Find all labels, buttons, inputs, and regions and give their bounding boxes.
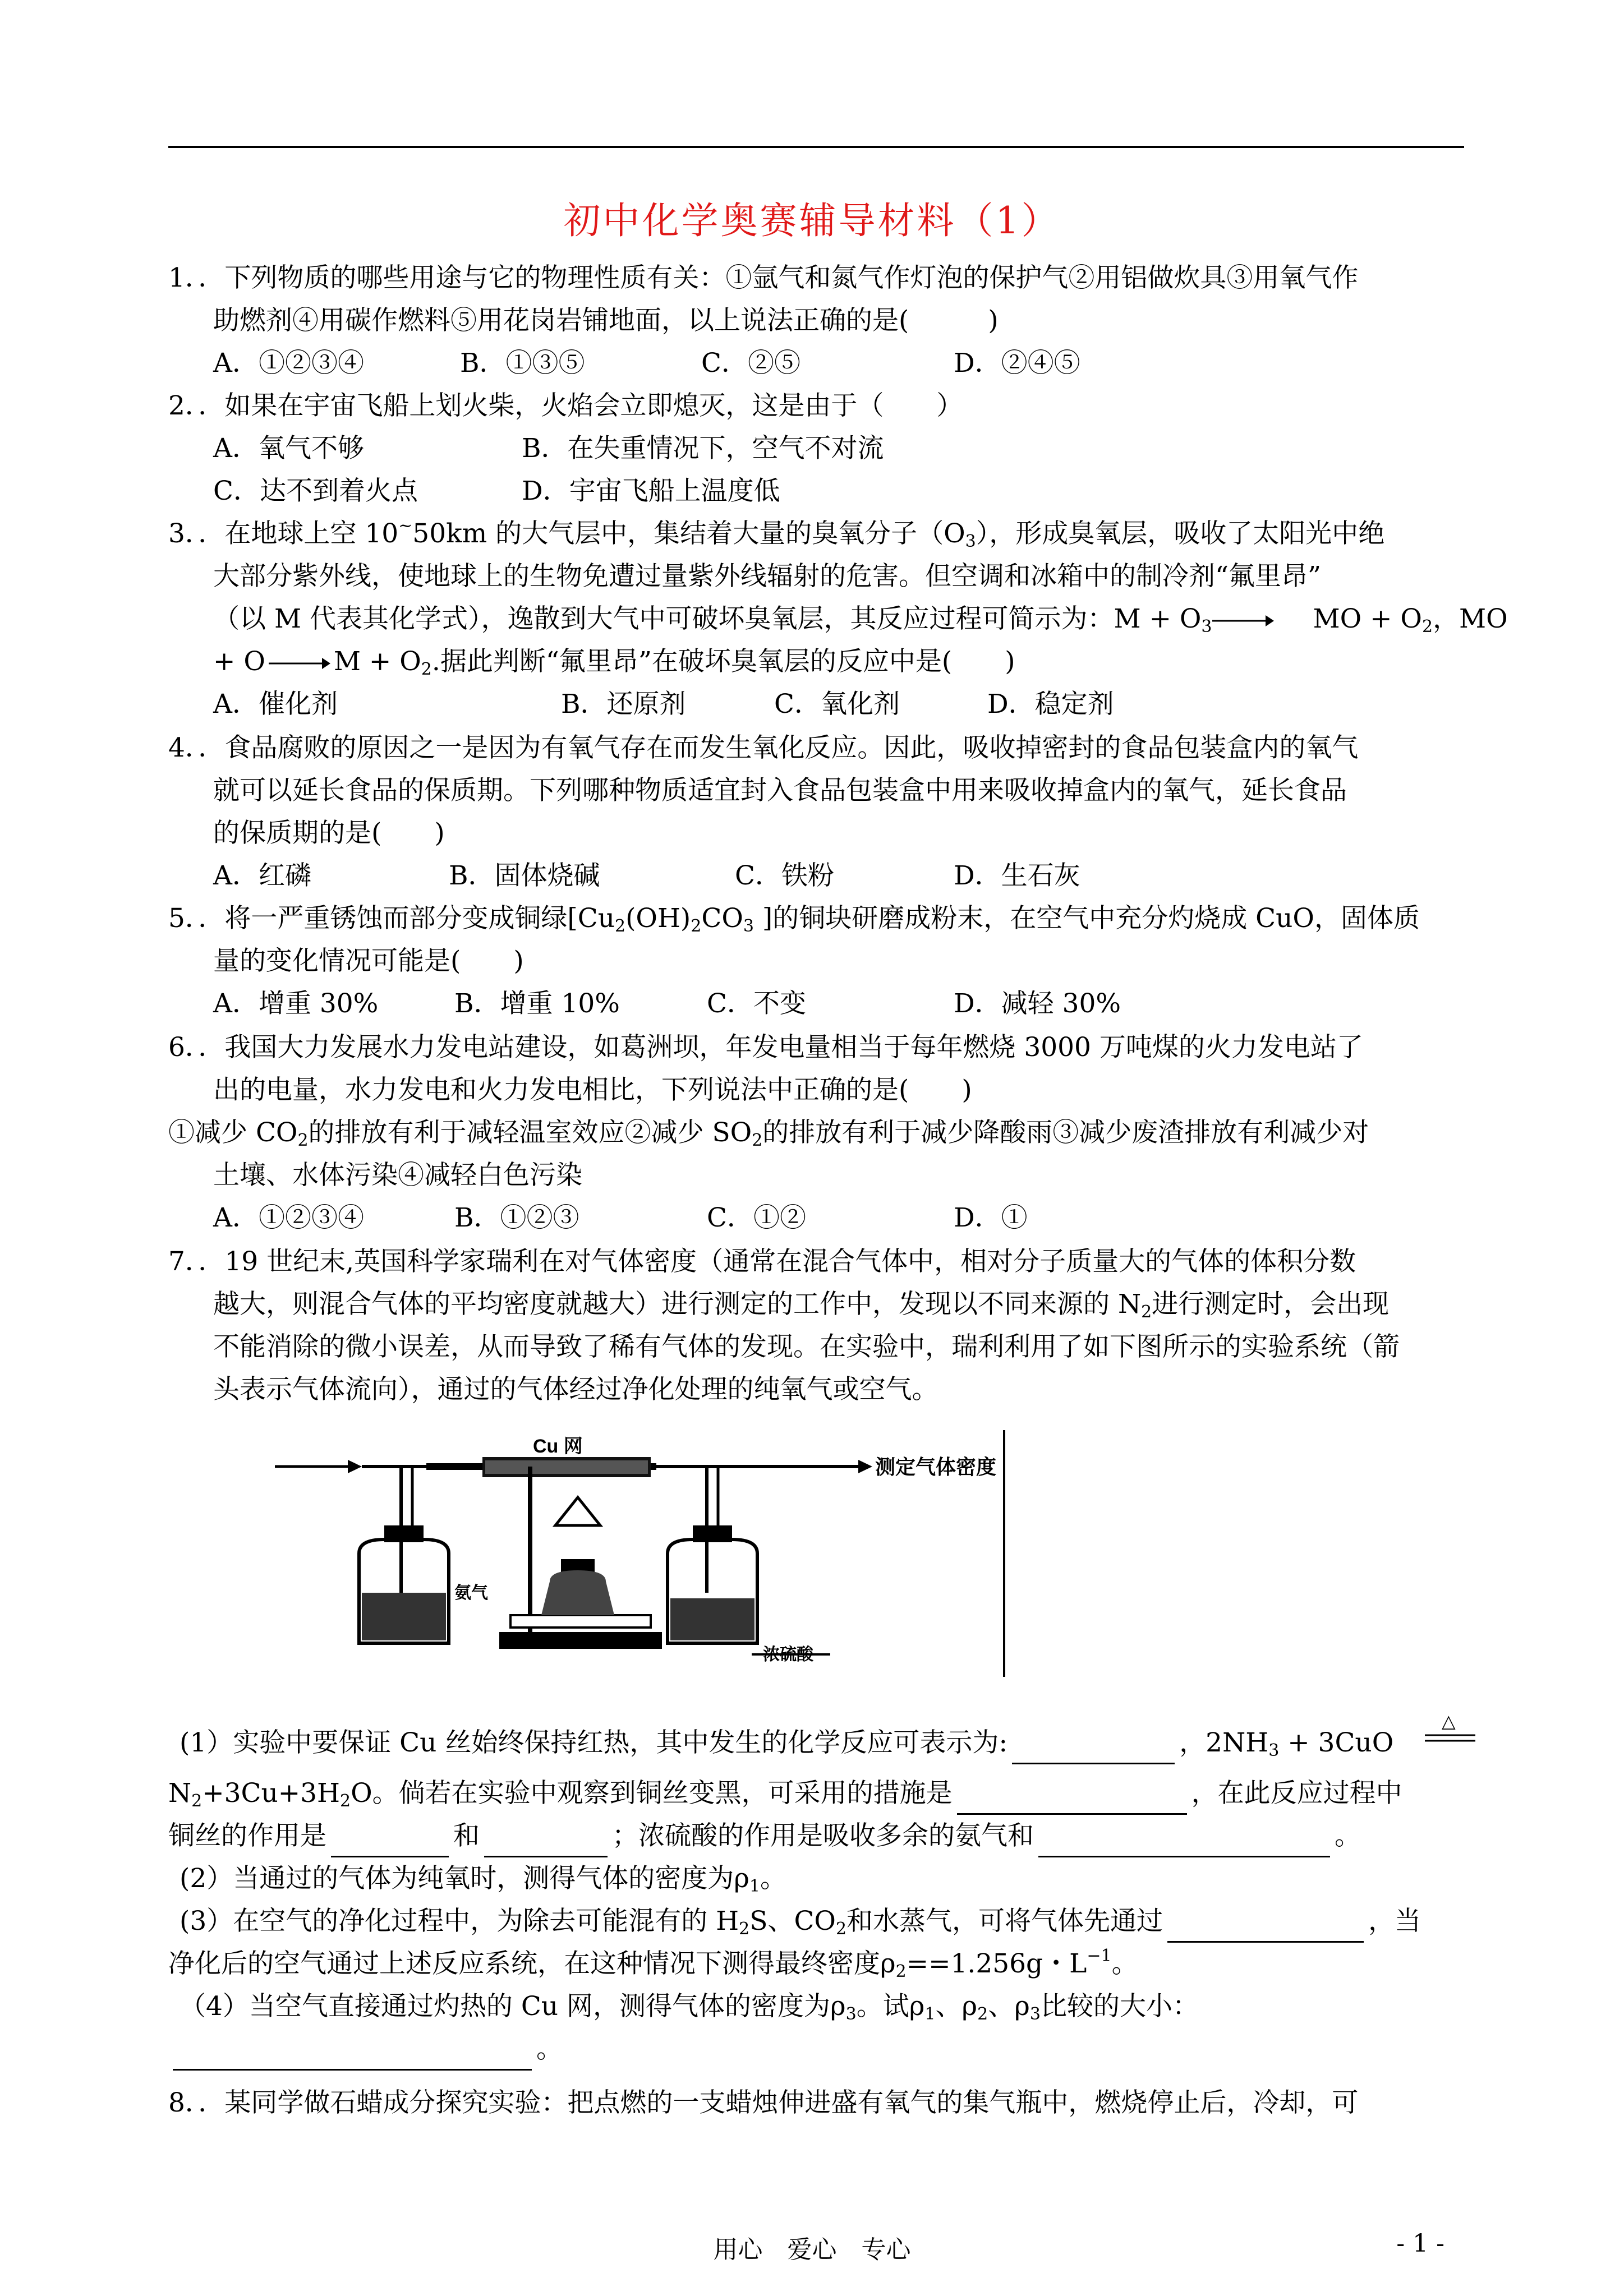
q7-part1-line1: (1）实验中要保证 Cu 丝始终保持红热，其中发生的化学反应可表示为: ，$2NH_3 + 3CuO$ — [180, 1722, 1393, 1764]
q6-line1: 6．．我国大力发展水力发电站建设，如葛洲坝，年发电量相当于每年燃烧 3000 万吨煤的火力发电站了 — [168, 1032, 1363, 1063]
footer-slogan: 用心 爱心 专心 — [713, 2235, 911, 2264]
q4-option-a: A．红磷 — [213, 860, 311, 891]
q6-line2: 出的电量，水力发电和火力发电相比，下列说法中正确的是( ) — [213, 1075, 972, 1105]
q7-part3-line2: 净化后的空气通过上述反应系统，在这种情况下测得最终密度$\rho_2==1.256g$・$L^{-1}$。 — [168, 1946, 1138, 1981]
svg-text:△: △ — [1442, 1711, 1456, 1732]
q7-line3: 不能消除的微小误差，从而导致了稀有气体的发现。在实验中，瑞利利用了如下图所示的实验系统（箭 — [213, 1331, 1400, 1362]
fig-cu-label: Cu 网 — [533, 1436, 583, 1457]
q3-option-a: A．催化剂 — [213, 689, 338, 720]
q6-option-c: C．①② — [707, 1202, 806, 1233]
q7-line1: 7．．19 世纪末,英国科学家瑞利在对气体密度（通常在混合气体中，相对分子质量大的气体的体积分数 — [168, 1246, 1356, 1277]
q6-line3: ①减少 $CO_2$的排放有利于减轻温室效应②减少 $SO_2$的排放有利于减少降酸雨③减少废渣排放有利减少对 — [168, 1117, 1369, 1150]
q1-option-d: D．②④⑤ — [954, 348, 1080, 379]
q7-part4: （4）当空气直接通过灼热的 Cu 网，测得气体的密度为$\rho_3$。试$\rho_1$、$\rho_2$、$\rho_3$比较的大小： — [180, 1991, 1199, 2024]
q5-option-d: D．减轻 30% — [954, 988, 1121, 1019]
q1-line1: 1．．下列物质的哪些用途与它的物理性质有关：①氩气和氮气作灯泡的保护气②用铝做炊具③用氧气作 — [168, 262, 1359, 293]
q7-line4: 头表示气体流向），通过的气体经过净化处理的纯氧气或空气。 — [213, 1374, 938, 1405]
q2-option-a: A．氧气不够 — [213, 433, 364, 464]
reaction-arrow-icon — [269, 655, 330, 672]
header-rule — [168, 146, 1464, 148]
q5-line2: 量的变化情况可能是( ) — [213, 946, 524, 976]
q5-option-b: B．增重 10% — [454, 988, 620, 1019]
q1-option-a: A．①②③④ — [213, 348, 364, 379]
q1-line2: 助燃剂④用碳作燃料⑤用花岗岩铺地面，以上说法正确的是( ) — [213, 305, 999, 336]
q4-option-d: D．生石灰 — [954, 860, 1080, 891]
q3-line3: （以 M 代表其化学式），逸散到大气中可破坏臭氧层，其反应过程可简示为：$M + O_3$ MO + $O_2$，MO — [213, 603, 1508, 637]
page-number: - 1 - — [1396, 2229, 1444, 2258]
q3-line1: 3．．在地球上空 10~50km 的大气层中，集结着大量的臭氧分子$(O_3)$，形成臭氧层，吸收了太阳光中绝 — [168, 516, 1385, 551]
q7-part3-line1: (3）在空气的净化过程中，为除去可能混有的 $H_2S$、$CO_2$和水蒸气，可将气体先通过 ，当 — [180, 1900, 1421, 1943]
q3-option-d: D．稳定剂 — [987, 689, 1114, 720]
q8-line1: 8．．某同学做石蜡成分探究实验：把点燃的一支蜡烛伸进盛有氧气的集气瓶中，燃烧停止后，冷却，可 — [168, 2087, 1359, 2118]
q1-option-b: B．①③⑤ — [460, 348, 585, 379]
q3-line2: 大部分紫外线，使地球上的生物免遭过量紫外线辐射的危害。但空调和冰箱中的制冷剂“氟里昂” — [213, 561, 1322, 592]
q4-line2: 就可以延长食品的保质期。下列哪种物质适宜封入食品包装盒中用来吸收掉盒内的氧气，延长食品 — [213, 775, 1347, 806]
q4-option-b: B．固体烧碱 — [449, 860, 600, 891]
q4-option-c: C．铁粉 — [735, 860, 834, 891]
page-title: 初中化学奥赛辅导材料（1） — [563, 199, 1061, 242]
reaction-arrow-icon — [1212, 612, 1274, 629]
fig-right-bottle-label: 浓硫酸 — [763, 1645, 813, 1664]
fig-left-bottle-label: 氨气 — [454, 1584, 488, 1602]
heating-condition-icon — [1425, 1711, 1475, 1750]
q2-line1: 2．．如果在宇宙飞船上划火柴，火焰会立即熄灭，这是由于（ ） — [168, 390, 963, 421]
q7-part4-answer: 。 — [168, 2028, 563, 2071]
q5-option-a: A．增重 30% — [213, 988, 379, 1019]
q1-option-c: C．②⑤ — [701, 348, 801, 379]
q7-part1-line3: 铜丝的作用是 和 ；浓硫酸的作用是吸收多余的氨气和 。 — [168, 1815, 1361, 1857]
q3-option-c: C．氧化剂 — [774, 689, 900, 720]
q2-option-b: B．在失重情况下，空气不对流 — [522, 433, 884, 464]
q2-option-d: D．宇宙飞船上温度低 — [522, 476, 780, 506]
q5-option-c: C．不变 — [707, 988, 806, 1019]
q4-line1: 4．．食品腐败的原因之一是因为有氧气存在而发生氧化反应。因此，吸收掉密封的食品包装盒内的氧气 — [168, 732, 1359, 763]
q5-line1: 5．．将一严重锈蚀而部分变成铜绿[$Cu_2(OH)_2CO_3$ ]的铜块研磨成粉末，在空气中充分灼烧成 CuO，固体质 — [168, 903, 1420, 936]
q6-option-a: A．①②③④ — [213, 1202, 364, 1233]
q6-option-d: D．① — [954, 1202, 1028, 1233]
q3-line4: + O $M + O_2$.据此判断“氟里昂”在破坏臭氧层的反应中是( ) — [213, 646, 1015, 679]
q4-line3: 的保质期的是( ) — [213, 818, 445, 849]
q2-option-c: C．达不到着火点 — [213, 476, 418, 506]
q6-line4: 土壤、水体污染④减轻白色污染 — [213, 1160, 582, 1191]
q7-line2: 越大，则混合气体的平均密度就越大）进行测定的工作中，发现以不同来源的 $N_2$进行测定时，会出现 — [213, 1289, 1390, 1322]
apparatus-figure — [264, 1413, 1027, 1677]
q7-part2: (2）当通过的气体为纯氧时，测得气体的密度为$\rho_1$。 — [180, 1863, 786, 1896]
q6-option-b: B．①②③ — [454, 1202, 579, 1233]
q7-part1-line2: $N_2+3Cu+3H_2O$。倘若在实验中观察到铜丝变黑，可采用的措施是 ，在此反应过程中 — [168, 1772, 1402, 1815]
q3-option-b: B．还原剂 — [561, 689, 686, 720]
fig-right-label: 测定气体密度 — [875, 1455, 997, 1478]
